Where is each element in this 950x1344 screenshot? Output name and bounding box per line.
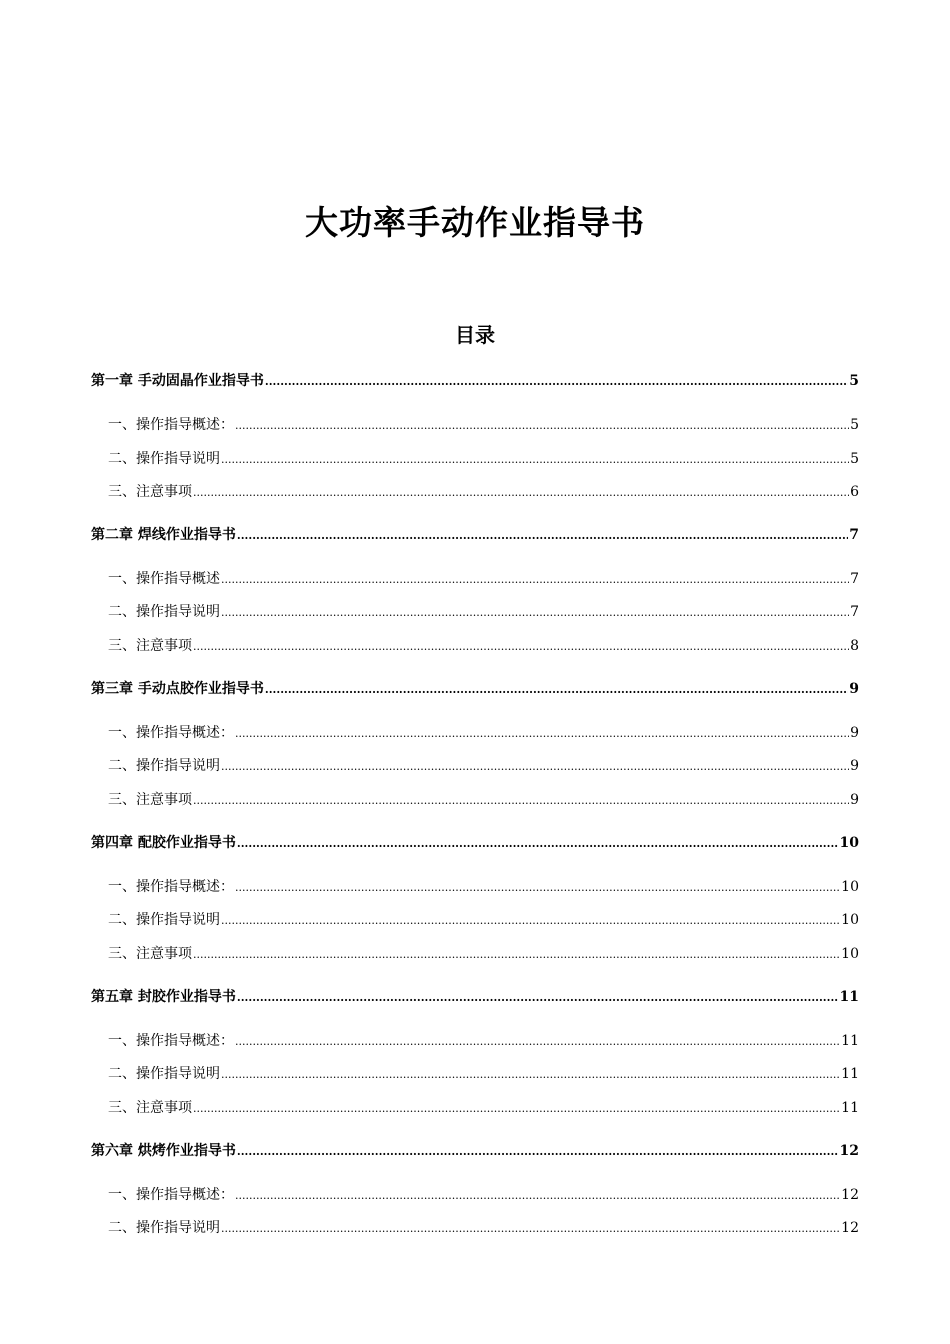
toc-page-number: 11 [841, 1033, 859, 1049]
toc-chapter-entry[interactable] [91, 1140, 859, 1162]
toc-leader-dots [221, 910, 840, 932]
toc-page-number: 9 [849, 681, 859, 697]
toc-chapter-entry[interactable] [91, 678, 859, 700]
toc-chapter-entry[interactable] [91, 370, 859, 392]
toc-leader-dots [221, 756, 849, 778]
toc-section-entry[interactable] [108, 568, 859, 590]
toc-page-number: 9 [850, 758, 859, 774]
toc-entry-label: 一、操作指导概述 [108, 571, 220, 587]
toc-section-entry[interactable] [108, 1097, 859, 1119]
toc-leader-dots [221, 1218, 840, 1240]
toc-page-number: 9 [850, 792, 859, 808]
toc-page-number: 11 [839, 989, 859, 1005]
toc-entry-label: 二、操作指导说明 [108, 451, 220, 467]
toc-leader-dots [193, 790, 849, 812]
toc-section-entry[interactable] [108, 414, 859, 436]
toc-page-number: 10 [841, 879, 859, 895]
toc-entry-label: 一、操作指导概述： [108, 1033, 234, 1049]
toc-page-number: 10 [839, 835, 859, 851]
toc-entry-label: 三、注意事项 [108, 484, 192, 500]
toc-leader-dots [265, 371, 848, 393]
toc-entry-label: 一、操作指导概述： [108, 1187, 234, 1203]
toc-chapter-entry[interactable] [91, 524, 859, 546]
toc-section-entry[interactable] [108, 1030, 859, 1052]
toc-page-number: 12 [841, 1187, 859, 1203]
toc-leader-dots [221, 1064, 840, 1086]
toc-entry-label: 三、注意事项 [108, 638, 192, 654]
toc-entry-label: 三、注意事项 [108, 792, 192, 808]
toc-entry-label: 三、注意事项 [108, 1100, 192, 1116]
toc-entry-label: 二、操作指导说明 [108, 604, 220, 620]
toc-section-entry[interactable] [108, 1217, 859, 1239]
toc-entry-label: 二、操作指导说明 [108, 912, 220, 928]
toc-entry-label: 第三章 手动点胶作业指导书 [91, 681, 264, 697]
toc-entry-label: 二、操作指导说明 [108, 1066, 220, 1082]
toc-page-number: 9 [850, 725, 859, 741]
toc-entry-label: 二、操作指导说明 [108, 758, 220, 774]
toc-leader-dots [193, 944, 840, 966]
toc-leader-dots [235, 877, 840, 899]
toc-section-entry[interactable] [108, 1063, 859, 1085]
toc-leader-dots [221, 569, 849, 591]
toc-entry-label: 一、操作指导概述： [108, 879, 234, 895]
toc-page-number: 5 [849, 373, 859, 389]
toc-section-entry[interactable] [108, 448, 859, 470]
toc-section-entry[interactable] [108, 601, 859, 623]
toc-page-number: 10 [841, 946, 859, 962]
toc-leader-dots [235, 1031, 840, 1053]
toc-section-entry[interactable] [108, 481, 859, 503]
toc-entry-label: 一、操作指导概述： [108, 725, 234, 741]
toc-entry-label: 第四章 配胶作业指导书 [91, 835, 236, 851]
toc-section-entry[interactable] [108, 1184, 859, 1206]
toc-leader-dots [265, 679, 848, 701]
toc-entry-label: 第五章 封胶作业指导书 [91, 989, 236, 1005]
toc-section-entry[interactable] [108, 876, 859, 898]
toc-page-number: 11 [841, 1100, 859, 1116]
toc-section-entry[interactable] [108, 789, 859, 811]
toc-leader-dots [221, 602, 849, 624]
toc-entry-label: 第二章 焊线作业指导书 [91, 527, 236, 543]
toc-page-number: 12 [839, 1143, 859, 1159]
toc-page-number: 11 [841, 1066, 859, 1082]
toc-entry-label: 三、注意事项 [108, 946, 192, 962]
document-title: 大功率手动作业指导书 [305, 203, 645, 242]
toc-leader-dots [193, 636, 849, 658]
toc-leader-dots [235, 1185, 840, 1207]
toc-leader-dots [237, 1141, 839, 1163]
toc-leader-dots [221, 449, 849, 471]
toc-entry-label: 二、操作指导说明 [108, 1220, 220, 1236]
toc-leader-dots [235, 415, 849, 437]
toc-page-number: 7 [849, 527, 859, 543]
table-of-contents [91, 0, 859, 1344]
toc-leader-dots [237, 833, 839, 855]
toc-section-entry[interactable] [108, 943, 859, 965]
toc-page-number: 12 [841, 1220, 859, 1236]
toc-leader-dots [235, 723, 849, 745]
toc-entry-label: 一、操作指导概述： [108, 417, 234, 433]
toc-section-entry[interactable] [108, 635, 859, 657]
toc-page-number: 6 [850, 484, 859, 500]
toc-chapter-entry[interactable] [91, 986, 859, 1008]
toc-leader-dots [193, 482, 849, 504]
toc-page-number: 10 [841, 912, 859, 928]
toc-page-number: 5 [850, 451, 859, 467]
toc-leader-dots [237, 525, 848, 547]
toc-page-number: 7 [850, 604, 859, 620]
toc-section-entry[interactable] [108, 722, 859, 744]
toc-entry-label: 第六章 烘烤作业指导书 [91, 1143, 236, 1159]
toc-section-entry[interactable] [108, 755, 859, 777]
toc-chapter-entry[interactable] [91, 832, 859, 854]
toc-leader-dots [237, 987, 839, 1009]
toc-page-number: 7 [850, 571, 859, 587]
toc-page-number: 5 [850, 417, 859, 433]
toc-leader-dots [193, 1098, 840, 1120]
toc-page-number: 8 [850, 638, 859, 654]
toc-heading: 目录 [455, 323, 495, 347]
toc-section-entry[interactable] [108, 909, 859, 931]
toc-entry-label: 第一章 手动固晶作业指导书 [91, 373, 264, 389]
